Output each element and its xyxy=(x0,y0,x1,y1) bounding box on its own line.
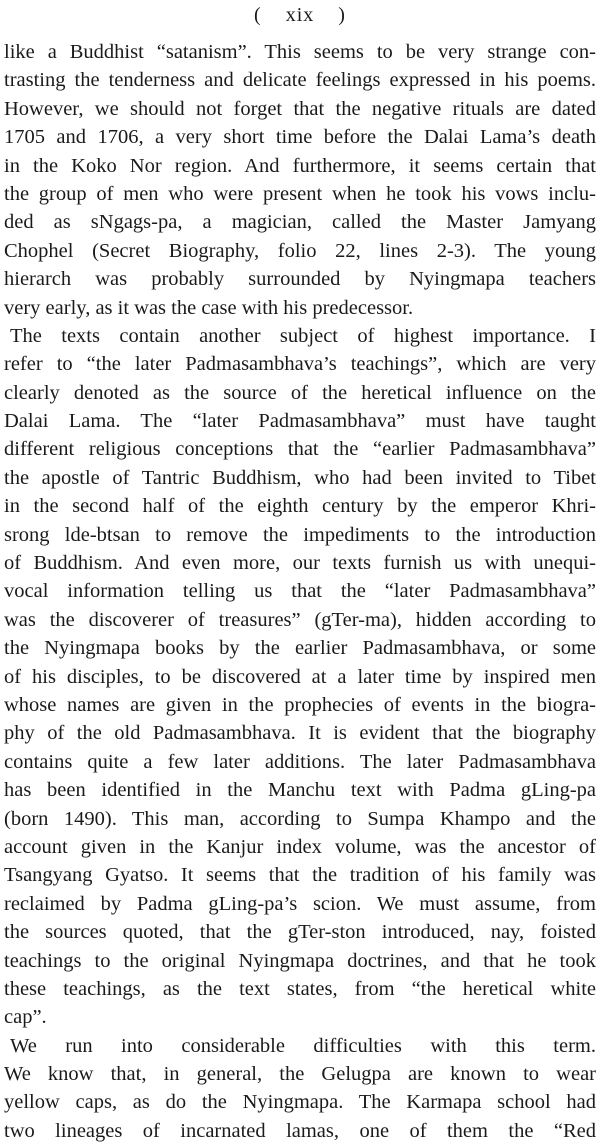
body-text xyxy=(4,38,596,1145)
text-line: ded as sNgags-pa, a magician, called the Master Jamyang xyxy=(4,211,596,234)
text-line: We run into considerable difficulties with this term. xyxy=(10,1034,596,1057)
text-line: was the discoverer of treasures” (gTer-ma), hidden according to xyxy=(4,608,596,631)
text-line: the Nyingmapa books by the earlier Padmasambhava, or some xyxy=(4,637,596,660)
text-line: of Buddhism. And even more, our texts furnish us with unequi- xyxy=(4,552,596,575)
text-line: the sources quoted, that the gTer-ston introduced, nay, foisted xyxy=(4,921,596,944)
text-line: whose names are given in the prophecies of events in the biogra- xyxy=(4,693,596,716)
text-line: Chophel (Secret Biography, folio 22, lines 2-3). The young xyxy=(4,239,596,262)
text-line: yellow caps, as do the Nyingmapa. The Karmapa school had xyxy=(4,1091,596,1114)
text-line: reclaimed by Padma gLing-pa’s scion. We must assume, from xyxy=(4,892,596,915)
text-line: different religious conceptions that the “earlier Padmasambhava” xyxy=(4,438,596,461)
text-line: in the Koko Nor region. And furthermore, it seems certain that xyxy=(4,154,596,177)
text-line: cap”. xyxy=(4,1006,47,1029)
text-line: the group of men who were present when he took his vows inclu- xyxy=(4,182,596,205)
text-line: has been identified in the Manchu text with Padma gLing-pa xyxy=(4,779,596,802)
text-line: phy of the old Padmasambhava. It is evident that the biography xyxy=(4,722,596,745)
text-line: the apostle of Tantric Buddhism, who had been invited to Tibet xyxy=(4,466,596,489)
text-line: contains quite a few later additions. The later Padmasambhava xyxy=(4,750,596,773)
text-line: these teachings, as the text states, from “the heretical white xyxy=(4,977,596,1000)
text-line: However, we should not forget that the negative rituals are dated xyxy=(4,97,596,120)
text-line: We know that, in general, the Gelugpa are known to wear xyxy=(4,1063,596,1086)
text-line: hierarch was probably surrounded by Nyingmapa teachers xyxy=(4,268,596,291)
text-line: srong lde-btsan to remove the impediments to the introduction xyxy=(4,523,596,546)
text-line: of his disciples, to be discovered at a later time by inspired men xyxy=(4,665,596,688)
text-line: vocal information telling us that the “later Padmasambhava” xyxy=(4,580,596,603)
text-line: clearly denoted as the source of the heretical influence on the xyxy=(4,381,596,404)
text-line: The texts contain another subject of highest importance. I xyxy=(10,324,596,347)
text-line: trasting the tenderness and delicate feelings expressed in his poems. xyxy=(4,69,596,92)
text-line: refer to “the later Padmasambhava’s teachings”, which are very xyxy=(4,353,596,376)
text-line: (born 1490). This man, according to Sumpa Khampo and the xyxy=(4,807,596,830)
text-line: Tsangyang Gyatso. It seems that the tradition of his family was xyxy=(4,864,596,887)
page-number: ( xix ) xyxy=(254,4,346,26)
text-line: 1705 and 1706, a very short time before the Dalai Lama’s death xyxy=(4,126,596,149)
text-line: account given in the Kanjur index volume, was the ancestor of xyxy=(4,835,596,858)
text-line: like a Buddhist “satanism”. This seems to be very strange con- xyxy=(4,41,596,63)
text-line: in the second half of the eighth century by the emperor Khri- xyxy=(4,495,596,518)
text-line: Dalai Lama. The “later Padmasambhava” must have taught xyxy=(4,410,596,433)
text-line: very early, as it was the case with his predecessor. xyxy=(4,296,414,319)
text-line: two lineages of incarnated lamas, one of them the “Red xyxy=(4,1119,596,1142)
text-line: teachings to the original Nyingmapa doctrines, and that he took xyxy=(4,949,596,972)
